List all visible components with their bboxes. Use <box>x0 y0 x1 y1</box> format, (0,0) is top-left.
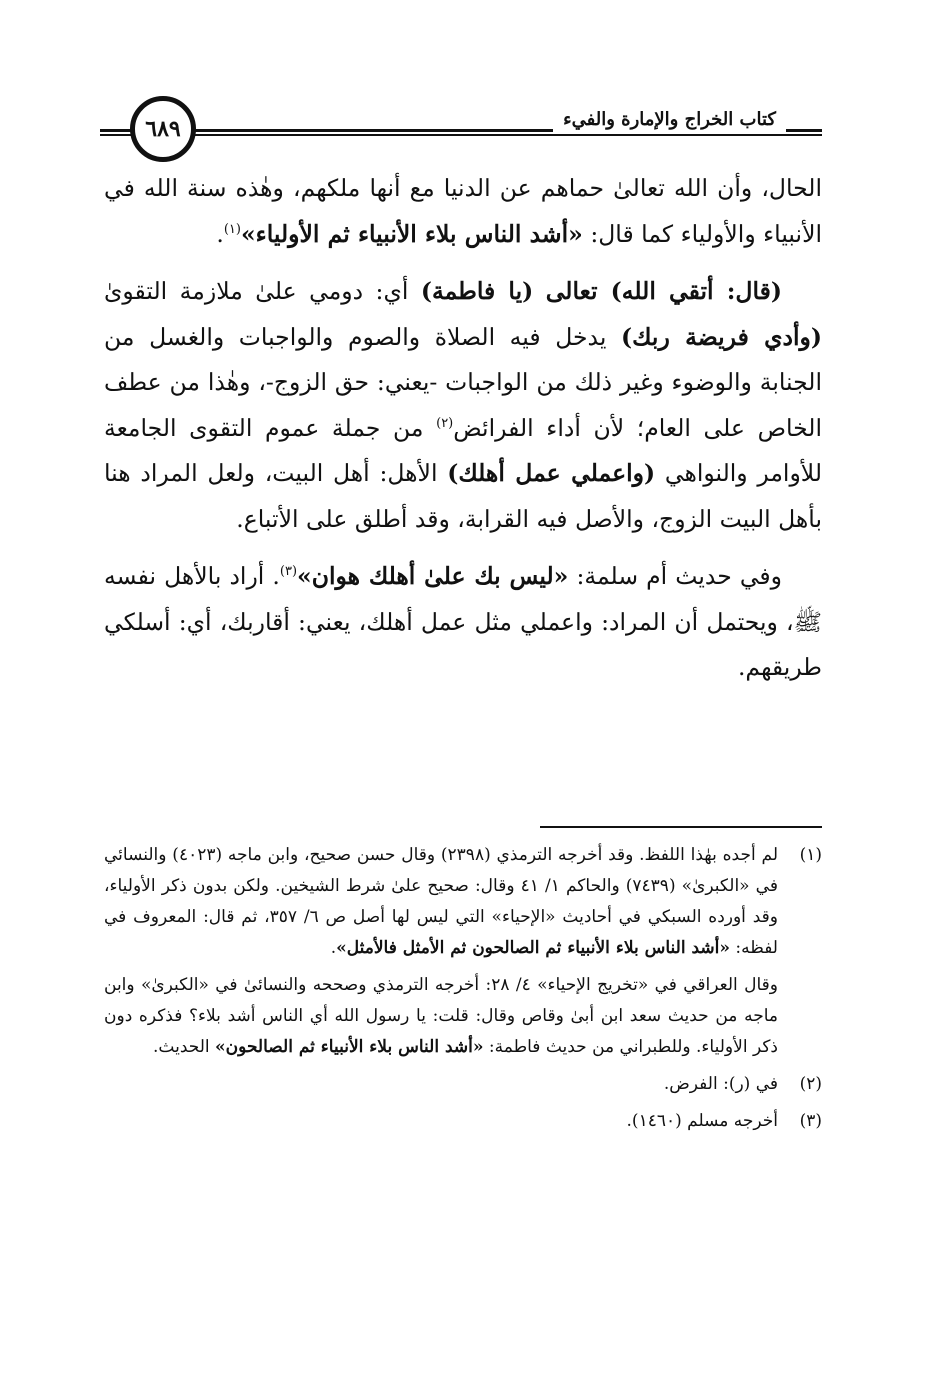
paragraph-3 <box>104 554 822 691</box>
matn-phrase: (وأدي فريضة ربك) <box>621 322 822 351</box>
quoted-hadith: «أشد الناس بلاء الأنبياء ثم الأولياء» <box>240 219 583 248</box>
text-run: الحال، وأن الله تعالىٰ حماهم عن الدنيا مع أنها ملكهم، وهٰذه سنة الله في الأنبياء والأولياء كما قال: <box>104 174 822 248</box>
text-run: يدخل فيه الصلاة والصوم والواجبات والغسل من الجنابة والوضوء وغير ذلك من الواجبات -يعني: حق الزوج-، وهٰذا من عطف الخاص على العام؛ لأن أداء الفرائض <box>104 322 822 442</box>
text-run: أي: دومي علىٰ ملازمة التقوىٰ <box>104 277 421 305</box>
page-number: ٦٨٩ <box>130 96 196 162</box>
quoted-hadith: «أشد الناس بلاء الأنبياء ثم الصالحون» <box>215 1037 484 1057</box>
text-run: وفي حديث أم سلمة: <box>568 562 782 590</box>
footnote-1 <box>104 840 822 1063</box>
matn-phrase: (قال: أتقي الله) تعالى <box>545 277 782 305</box>
footnote-text <box>104 840 778 964</box>
footnote-text: أخرجه مسلم (١٤٦٠). <box>626 1111 778 1131</box>
text-run: الأهل: أهل البيت، ولعل المراد هنا بأهل البيت الزوج، والأصل فيه القرابة، وقد أطلق على الأتباع. <box>104 459 822 533</box>
text-run: لم أجده بهٰذا اللفظ. وقد أخرجه الترمذي (٢٣٩٨) وقال حسن صحيح، وابن ماجه (٤٠٢٣) والنسائي في «الكبرىٰ» (٧٤٣٩) والحاكم ١/ ٤١ وقال: صحيح علىٰ شرط الشيخين. ولكن بدون ذكر الأولياء، وقد أورده السبكي في أحاديث «الإحياء» التي ليس لها أصل ص ٦/ ٣٥٧، ثم قال: المعروف في لفظه: <box>104 845 779 958</box>
text-run: . <box>216 219 224 248</box>
footnote-text: في (ر): الفرض. <box>663 1074 778 1094</box>
main-text <box>104 166 822 691</box>
text-run <box>533 277 545 305</box>
quoted-hadith: «ليس بك علىٰ أهلك هوان» <box>297 562 569 590</box>
footnote-separator <box>540 826 822 828</box>
footnote-number: (٣) <box>799 1111 822 1131</box>
paragraph-1 <box>104 166 822 257</box>
quoted-hadith: «أشد الناس بلاء الأنبياء ثم الصالحون ثم الأمثل فالأمثل» <box>336 938 731 958</box>
paragraph-2 <box>104 269 822 542</box>
text-run: من جملة عموم التقوى الجامعة للأوامر والنواهي <box>104 413 822 487</box>
footnote-ref[interactable]: (٣) <box>279 564 298 580</box>
footnote-number: (١) <box>799 845 822 865</box>
footnote-ref[interactable]: (٢) <box>436 415 454 431</box>
footnote-text <box>104 970 778 1063</box>
running-title: كتاب الخراج والإمارة والفيء <box>553 108 786 132</box>
footnote-2 <box>104 1069 822 1100</box>
footnotes <box>104 840 822 1137</box>
text-run: وقال العراقي في «تخريج الإحياء» ٤/ ٢٨: أخرجه الترمذي وصححه والنسائىٰ في «الكبرىٰ» وابن ماجه من حديث سعد ابن أبىٰ وقاص وقال: قلت: يا رسول الله أي الناس أشد بلاء؟ فذكره دون ذكر الأولياء. وللطبراني من حديث فاطمة: <box>104 975 778 1057</box>
footnote-ref[interactable]: (١) <box>223 221 241 237</box>
text-run: . <box>330 938 337 958</box>
matn-phrase: (يا فاطمة) <box>420 277 534 305</box>
page-header <box>100 96 822 170</box>
footnote-number: (٢) <box>799 1074 822 1094</box>
footnote-3 <box>104 1106 822 1137</box>
text-run: . أراد بالأهل نفسه ﷺ، ويحتمل أن المراد: واعملي مثل عمل أهلك، يعني: أقاربك، أي: أسلكي طريقهم. <box>104 562 822 681</box>
text-run: الحديث. <box>153 1037 216 1057</box>
matn-phrase: (واعملي عمل أهلك) <box>447 459 656 487</box>
